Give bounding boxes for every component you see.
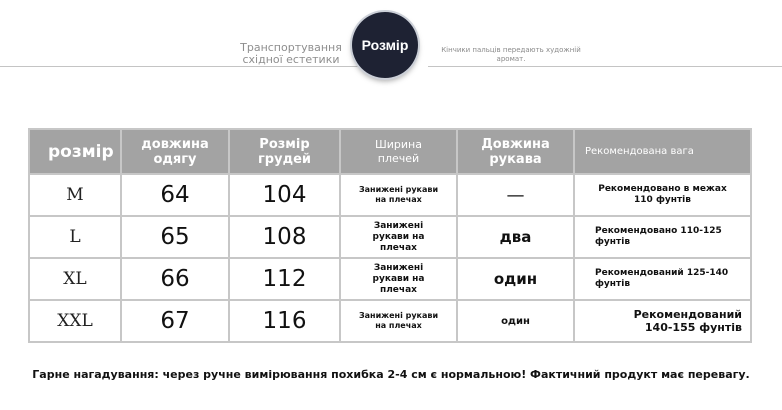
- chest-cell: 116: [229, 300, 340, 342]
- measurement-note: Гарне нагадування: через ручне вимірювання похибка 2-4 см є нормальною! Фактичний продукт має перевагу.: [32, 368, 750, 381]
- column-header-sleeve: Довжина рукава: [457, 129, 574, 174]
- weight-cell: Рекомендовано в межах 110 фунтів: [574, 174, 751, 216]
- chest-cell: 108: [229, 216, 340, 258]
- sleeve-cell: один: [457, 300, 574, 342]
- column-header-shoulder: Ширина плечей: [340, 129, 457, 174]
- length-cell: 67: [121, 300, 229, 342]
- header-slogan-left-line2: східної естетики: [242, 53, 340, 66]
- table-row: [29, 216, 751, 258]
- header-slogan-left-line1: Транспортування: [240, 41, 342, 54]
- table-row: [29, 300, 751, 342]
- weight-cell: Рекомендований 140-155 фунтів: [574, 300, 751, 342]
- size-badge-label: Розмір: [361, 37, 409, 53]
- table-row: [29, 258, 751, 300]
- table-row: [29, 174, 751, 216]
- size-cell: XXL: [29, 300, 121, 342]
- chest-cell: 112: [229, 258, 340, 300]
- length-cell: 65: [121, 216, 229, 258]
- sleeve-cell: —: [457, 174, 574, 216]
- shoulder-cell: Занижені рукави на плечах: [340, 174, 457, 216]
- weight-cell: Рекомендовано 110-125 фунтів: [574, 216, 751, 258]
- header-divider-right: [428, 66, 782, 67]
- length-cell: 64: [121, 174, 229, 216]
- sleeve-cell: два: [457, 216, 574, 258]
- size-cell: XL: [29, 258, 121, 300]
- header-slogan-right-line2: аромат.: [496, 55, 526, 63]
- size-cell: L: [29, 216, 121, 258]
- header-divider-left: [0, 66, 360, 67]
- column-header-size: розмір: [29, 129, 121, 174]
- shoulder-cell: Занижені рукави на плечах: [340, 258, 457, 300]
- size-chart-table: [28, 128, 752, 343]
- shoulder-cell: Занижені рукави на плечах: [340, 216, 457, 258]
- column-header-chest: Розмір грудей: [229, 129, 340, 174]
- shoulder-cell: Занижені рукави на плечах: [340, 300, 457, 342]
- column-header-weight: Рекомендована вага: [574, 129, 751, 174]
- table-header-row: [29, 129, 751, 174]
- length-cell: 66: [121, 258, 229, 300]
- size-cell: M: [29, 174, 121, 216]
- header-slogan-right-line1: Кінчики пальців передають художній: [441, 46, 581, 54]
- column-header-length: довжина одягу: [121, 129, 229, 174]
- weight-cell: Рекомендований 125-140 фунтів: [574, 258, 751, 300]
- chest-cell: 104: [229, 174, 340, 216]
- size-badge: [352, 12, 418, 78]
- sleeve-cell: один: [457, 258, 574, 300]
- header-slogan-right: [436, 46, 586, 64]
- header-slogan-left: [222, 42, 360, 66]
